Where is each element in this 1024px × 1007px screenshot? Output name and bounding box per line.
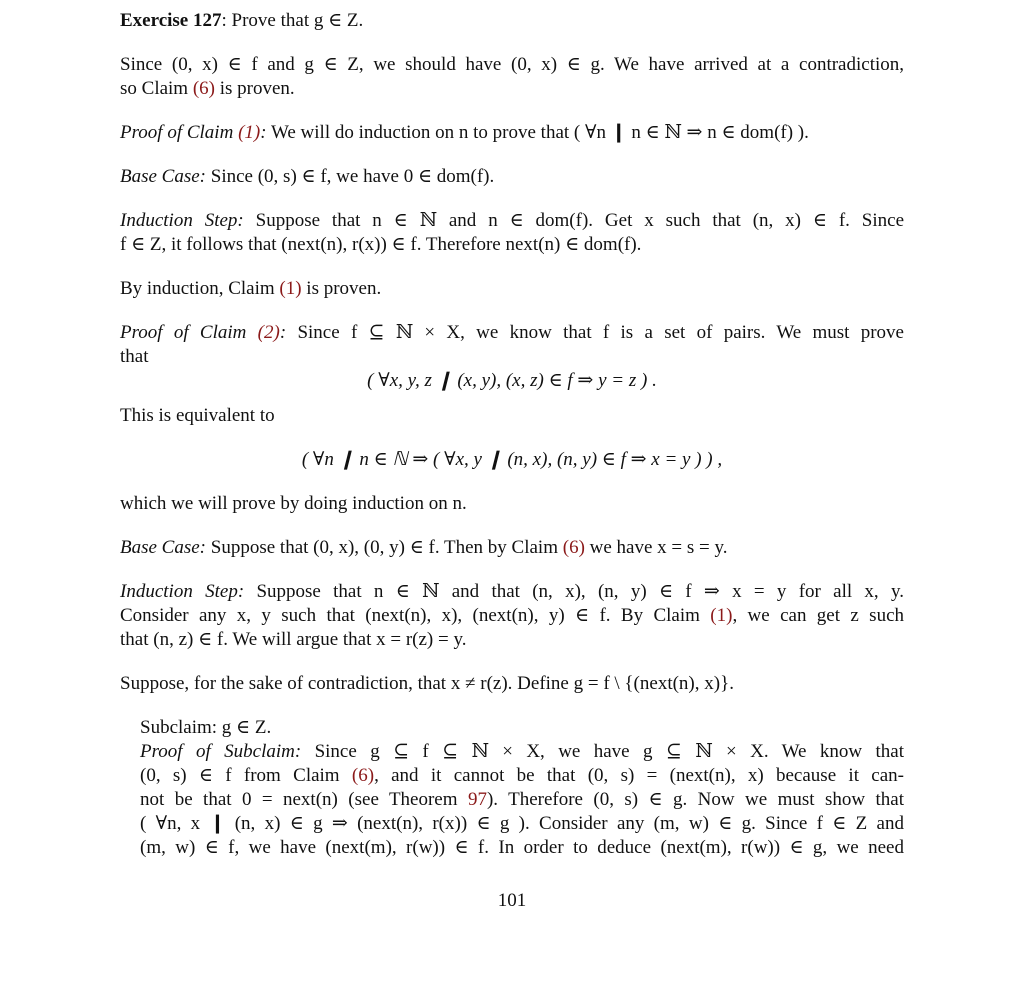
base-case2-label: Base Case: xyxy=(120,537,207,558)
proof-claim2-line3: This is equivalent to xyxy=(120,405,275,426)
exercise-label: Exercise 127 xyxy=(120,10,222,31)
text-run: (0, s) ∈ f from Claim xyxy=(140,765,352,786)
subclaim-title: Subclaim: g ∈ Z. xyxy=(140,717,272,738)
base-case1-line xyxy=(120,165,904,189)
induction-step2-label: Induction Step: xyxy=(120,581,245,602)
proof-claim1-line xyxy=(120,121,904,145)
text-run: ). Therefore (0, s) ∈ g. Now we must show that xyxy=(486,789,905,810)
base-case1-label: Base Case: xyxy=(120,166,207,187)
text-run: so Claim xyxy=(120,78,193,99)
text-run: , and it cannot be that (0, s) = (next(n), x) because it can- xyxy=(374,765,904,786)
text-run: not be that 0 = next(n) (see Theorem xyxy=(140,789,468,810)
text-run: , we can get z such xyxy=(732,605,905,626)
paragraph-since-line1: Since (0, x) ∈ f and g ∈ Z, we should have (0, x) ∈ g. We have arrived at a contradiction, xyxy=(120,54,904,75)
text-run: Consider any x, y such that (next(n), x), (next(n), y) ∈ f. By Claim xyxy=(120,605,711,626)
subclaim-line3 xyxy=(140,788,904,812)
base-case1-text: Since (0, s) ∈ f, we have 0 ∈ dom(f). xyxy=(206,166,495,187)
theorem-97-link[interactable]: 97 xyxy=(467,789,487,810)
proof-claim2-line1 xyxy=(120,321,904,345)
text-run: Proof of Claim xyxy=(120,122,239,143)
suppose-line: Suppose, for the sake of contradiction, that x ≠ r(z). Define g = f \ {(next(n), x)}. xyxy=(120,673,734,694)
proof-claim2-line4: which we will prove by doing induction on n. xyxy=(120,493,467,514)
text-run: : xyxy=(260,122,267,143)
subclaim-line2 xyxy=(140,764,904,788)
exercise-text: : Prove that g ∈ Z. xyxy=(221,10,364,31)
subclaim-line5: (m, w) ∈ f, we have (next(m), r(w)) ∈ f. In order to deduce (next(m), r(w)) ∈ g, we need xyxy=(140,837,904,858)
induction-step2-line1 xyxy=(120,580,904,604)
induction-step1-line1 xyxy=(120,209,904,233)
exercise-heading xyxy=(120,9,904,33)
text-run: : xyxy=(279,322,287,343)
proof-claim2-label xyxy=(120,322,286,343)
subclaim-line4: ( ∀n, x ❙ (n, x) ∈ g ⇒ (next(n), r(x)) ∈ g ). Consider any (m, w) ∈ g. Since f ∈ Z and xyxy=(140,813,904,834)
induction-step1-text1: Suppose that n ∈ ℕ and n ∈ dom(f). Get x such that (n, x) ∈ f. Since xyxy=(243,210,904,231)
induction-step2-line2 xyxy=(120,604,904,628)
text-run: is proven. xyxy=(215,78,295,99)
induction-step2-text1: Suppose that n ∈ ℕ and that (n, x), (n, y) ∈ f ⇒ x = y for all x, y. xyxy=(244,581,904,602)
text-run: Suppose that (0, x), (0, y) ∈ f. Then by Claim xyxy=(206,537,563,558)
text-run: Proof of Claim xyxy=(120,322,258,343)
proof-claim2-text1: Since f ⊆ ℕ × X, we know that f is a set of pairs. We must prove xyxy=(286,322,904,343)
induction-step1-label: Induction Step: xyxy=(120,210,244,231)
text-run: we have x = s = y. xyxy=(584,537,728,558)
display-equation-1: ( ∀x, y, z ❙ (x, y), (x, z) ∈ f ⇒ y = z ) . xyxy=(367,370,657,391)
proof-claim1-label xyxy=(120,122,267,143)
text-run: Since g ⊆ f ⊆ ℕ × X, we have g ⊆ ℕ × X. We know that xyxy=(301,741,904,762)
paragraph-since-line2 xyxy=(120,77,904,101)
proof-claim1-text: We will do induction on n to prove that ( ∀n ❙ n ∈ ℕ ⇒ n ∈ dom(f) ). xyxy=(266,122,809,143)
claim-6-link[interactable]: (6) xyxy=(562,537,585,558)
subclaim-proof-label: Proof of Subclaim: xyxy=(140,741,302,762)
base-case2-line xyxy=(120,536,904,560)
text-run: is proven. xyxy=(301,278,382,299)
display-equation-2: ( ∀n ❙ n ∈ ℕ ⇒ ( ∀x, y ❙ (n, x), (n, y) ∈ f ⇒ x = y ) ) , xyxy=(301,449,723,470)
text-run: By induction, Claim xyxy=(120,278,280,299)
claim-1-link[interactable]: (1) xyxy=(279,278,302,299)
induction-step2-line3: that (n, z) ∈ f. We will argue that x = r(z) = y. xyxy=(120,629,467,650)
subclaim-line1 xyxy=(140,740,904,764)
by-induction-line xyxy=(120,277,904,301)
page-number: 101 xyxy=(497,890,527,911)
proof-claim2-line2: that xyxy=(120,346,149,367)
induction-step1-line2: f ∈ Z, it follows that (next(n), r(x)) ∈ f. Therefore next(n) ∈ dom(f). xyxy=(120,234,642,255)
claim-1-link[interactable]: (1) xyxy=(710,605,733,626)
claim-6-link[interactable]: (6) xyxy=(351,765,375,786)
claim-2-link[interactable]: (2) xyxy=(257,322,280,343)
claim-6-link[interactable]: (6) xyxy=(192,78,215,99)
claim-1-link[interactable]: (1) xyxy=(238,122,261,143)
